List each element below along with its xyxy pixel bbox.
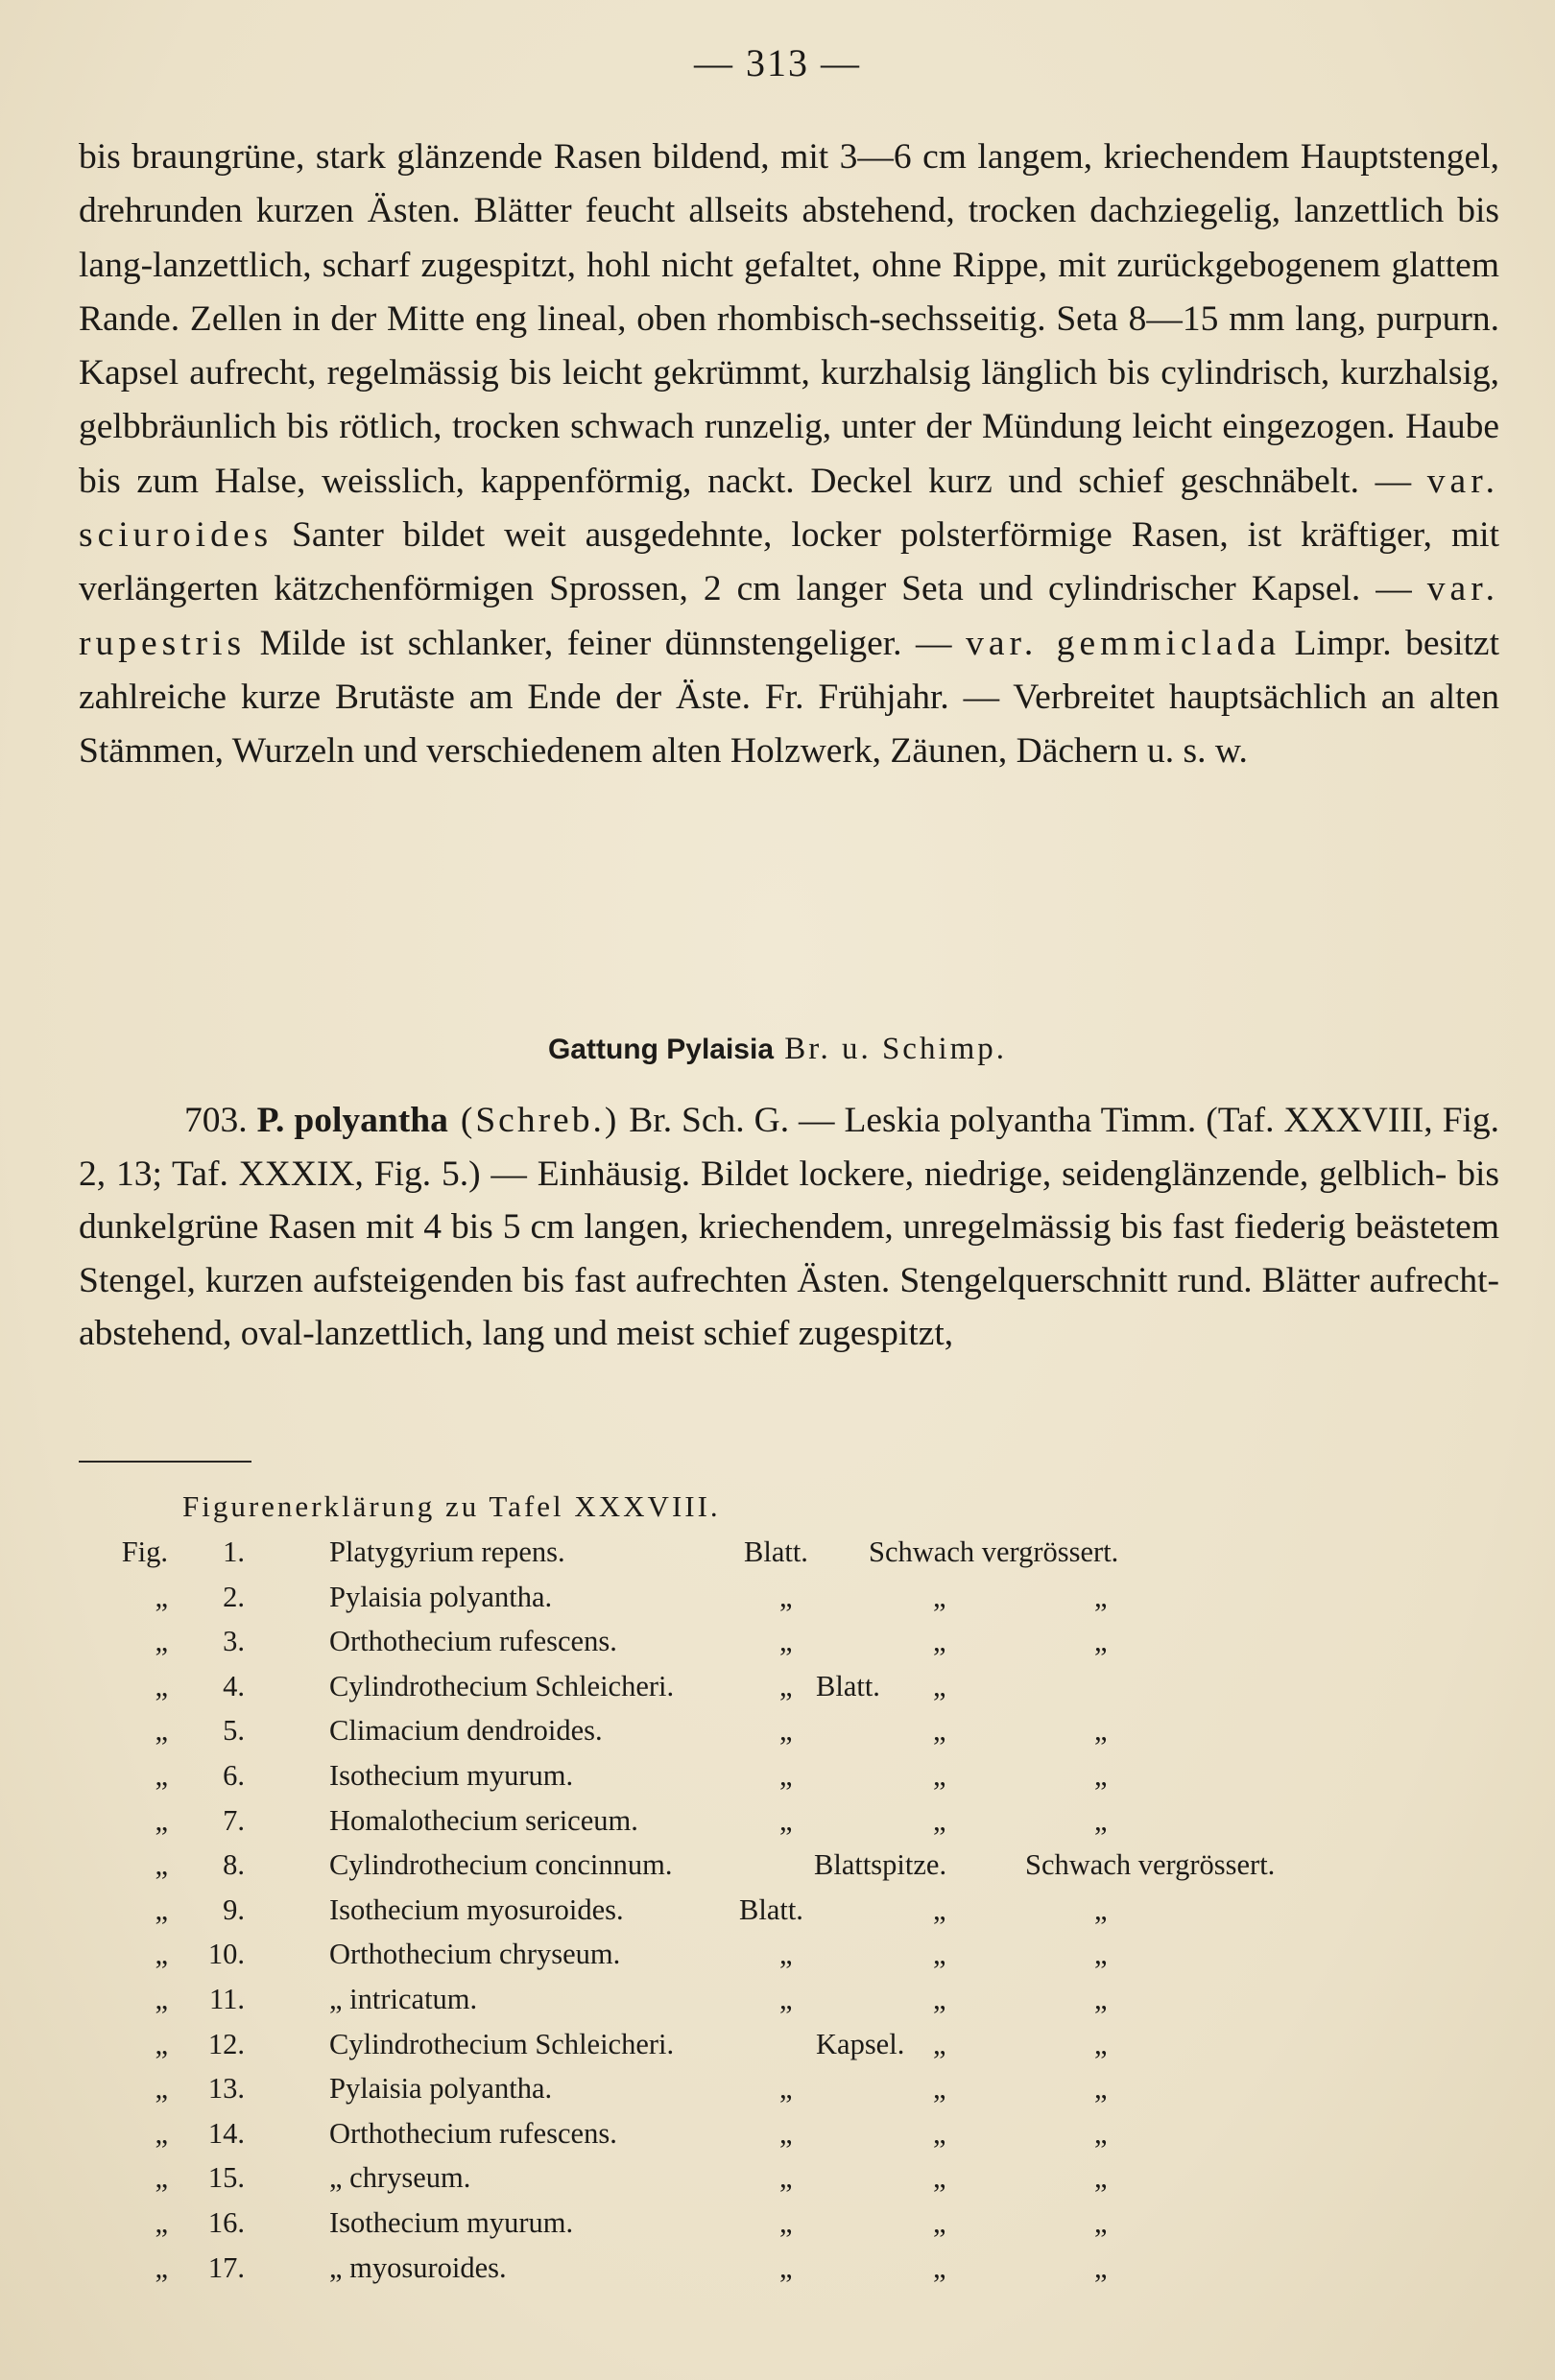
- legend-ditto-mark: „: [1094, 1580, 1108, 1613]
- legend-ditto-mark: „: [933, 1803, 946, 1837]
- legend-species-name: Platygyrium repens.: [329, 1535, 565, 1568]
- legend-ditto-mark: „: [1094, 1625, 1108, 1658]
- legend-ditto-mark: „: [779, 2250, 793, 2284]
- legend-species-name: Orthothecium rufescens.: [329, 1625, 617, 1658]
- legend-fig-prefix: „: [155, 2027, 168, 2060]
- description-text: Milde ist schlanker, feiner dünnstengeliger. —: [246, 623, 967, 663]
- legend-fig-number: 5.: [223, 1714, 245, 1748]
- legend-row: [0, 1535, 1555, 1580]
- legend-fig-number: 17.: [207, 2250, 245, 2284]
- legend-row: [0, 1670, 1555, 1714]
- legend-species-name: Cylindrothecium Schleicheri.: [329, 1669, 675, 1702]
- legend-fig-number: 4.: [223, 1669, 245, 1702]
- legend-row: [0, 2251, 1555, 2296]
- legend-ditto-mark: „: [779, 1938, 793, 1971]
- legend-ditto-mark: „: [933, 2250, 946, 2284]
- species-name: P. polyantha: [256, 1101, 448, 1140]
- legend-fig-prefix: „: [155, 2206, 168, 2239]
- species-entry: [79, 1094, 1499, 1361]
- legend-fig-number: 6.: [223, 1759, 245, 1792]
- legend-ditto-mark: „: [1094, 1759, 1108, 1792]
- legend-fig-number: 2.: [223, 1580, 245, 1613]
- legend-fig-prefix: „: [155, 1938, 168, 1971]
- legend-fig-prefix: „: [155, 1714, 168, 1748]
- legend-fig-number: 8.: [223, 1848, 245, 1882]
- legend-ditto-mark: „: [779, 1669, 793, 1702]
- legend-magnification: Schwach vergrössert.: [869, 1535, 1119, 1568]
- species-description-paragraph: [79, 131, 1499, 779]
- legend-row: [0, 1581, 1555, 1625]
- legend-ditto-mark: „: [933, 1580, 946, 1613]
- legend-ditto-mark: „: [933, 1892, 946, 1926]
- legend-species-name: Orthothecium rufescens.: [329, 2116, 617, 2150]
- legend-ditto-mark: „: [779, 1983, 793, 2015]
- legend-fig-prefix: „: [155, 1892, 168, 1926]
- legend-fig-number: 11.: [209, 1983, 245, 2015]
- legend-row: [0, 2161, 1555, 2205]
- genus-name: Gattung Pylaisia: [547, 1034, 775, 1065]
- legend-fig-prefix: „: [155, 2116, 168, 2150]
- legend-species-name: Pylaisia polyantha.: [329, 1580, 553, 1613]
- legend-ditto-mark: „: [933, 1669, 946, 1702]
- legend-row: [0, 2028, 1555, 2072]
- legend-ditto-mark: „: [1094, 1892, 1108, 1926]
- legend-row: [0, 1714, 1555, 1758]
- legend-fig-prefix: „: [155, 1669, 168, 1702]
- legend-fig-number: 7.: [223, 1803, 245, 1837]
- description-text: bis braungrüne, stark glänzende Rasen bildend, mit 3—6 cm langem, kriechendem Hauptstengel, drehrunden kurzen Ästen. Blätter feucht allseits abstehend, trocken dachziegelig, lanzettlich bis lang-lanzettlich, scharf zugespitzt, hohl nicht gefaltet, ohne Rippe, mit zurückgebogenem glattem Rande. Zellen in der Mitte eng lineal, oben rhombisch-sechsseitig. Seta 8—15 mm lang, purpurn. Kapsel aufrecht, regelmässig bis leicht gekrümmt, kurzhalsig länglich bis cylindrisch, kurzhalsig, gelbbräunlich bis rötlich, trocken schwach runzelig, unter der Mündung leicht eingezogen. Haube bis zum Halse, weisslich, kappenförmig, nackt. Deckel kurz und schief geschnäbelt. —: [79, 137, 1499, 501]
- legend-ditto-mark: „: [933, 2206, 946, 2239]
- description-text: Santer bildet weit ausgedehnte, locker polsterförmige Rasen, ist kräftiger, mit verlängerten kätzchenförmigen Sprossen, 2 cm langer Seta und cylindrischer Kapsel. —: [79, 515, 1499, 609]
- legend-ditto-mark: „: [933, 1938, 946, 1971]
- legend-fig-number: 3.: [223, 1625, 245, 1658]
- legend-species-name: „ myosuroides.: [329, 2250, 507, 2284]
- legend-row: [0, 1848, 1555, 1892]
- legend-ditto-mark: „: [1094, 1803, 1108, 1837]
- legend-ditto-mark: „: [1094, 2116, 1108, 2150]
- legend-ditto-mark: „: [933, 1759, 946, 1792]
- legend-ditto-mark: „: [779, 1803, 793, 1837]
- legend-row: [0, 1759, 1555, 1803]
- legend-ditto-mark: „: [1094, 2250, 1108, 2284]
- variety-name: var. gemmiclada: [966, 623, 1281, 663]
- legend-ditto-mark: „: [1094, 2027, 1108, 2060]
- genus-heading: [0, 1032, 1555, 1067]
- figure-legend-title: Figurenerklärung zu Tafel XXXVIII.: [182, 1489, 721, 1523]
- legend-fig-prefix: „: [155, 1803, 168, 1837]
- legend-ditto-mark: „: [933, 1714, 946, 1748]
- legend-species-name: Isothecium myosuroides.: [329, 1892, 624, 1926]
- legend-ditto-mark: „: [933, 2161, 946, 2195]
- legend-fig-prefix: „: [155, 2161, 168, 2195]
- legend-fig-prefix: „: [155, 1759, 168, 1792]
- legend-ditto-mark: „: [933, 1625, 946, 1658]
- legend-row: [0, 1983, 1555, 2027]
- legend-ditto-mark: „: [933, 2116, 946, 2150]
- legend-fig-prefix: „: [155, 1983, 168, 2015]
- legend-ditto-mark: „: [1094, 1983, 1108, 2015]
- legend-species-name: „ chryseum.: [329, 2161, 471, 2195]
- legend-ditto-mark: „: [1094, 1714, 1108, 1748]
- legend-ditto-mark: „: [779, 1714, 793, 1748]
- legend-row: [0, 1938, 1555, 1982]
- legend-fig-number: 16.: [207, 2206, 245, 2239]
- legend-ditto-mark: „: [779, 1759, 793, 1792]
- legend-fig-prefix: „: [155, 1848, 168, 1882]
- footnote-divider: [79, 1461, 251, 1463]
- species-author: (Schreb.): [447, 1101, 620, 1140]
- legend-fig-prefix: Fig.: [121, 1535, 168, 1568]
- species-text: Br. Sch. G. — Leskia polyantha Timm. (Taf. XXXVIII, Fig. 2, 13; Taf. XXXIX, Fig. 5.) — Einhäusig. Bildet lockere, niedrige, seidenglänzende, gelblich- bis dunkelgrüne Rasen mit 4 bis 5 cm langen, kriechendem, unregelmässig bis fast fiederig beästetem Stengel, kurzen aufsteigenden bis fast aufrechten Ästen. Stengelquerschnitt rund. Blätter aufrecht-abstehend, oval-lanzettlich, lang und meist schief zugespitzt,: [79, 1101, 1500, 1353]
- variety-name: var. sciuroides: [79, 461, 1499, 556]
- legend-fig-number: 9.: [223, 1892, 245, 1926]
- legend-ditto-mark: „: [933, 2072, 946, 2106]
- legend-ditto-mark: „: [1094, 2072, 1108, 2106]
- legend-species-name: Homalothecium sericeum.: [329, 1803, 638, 1837]
- legend-ditto-mark: „: [1094, 1938, 1108, 1971]
- legend-ditto-mark: „: [779, 2206, 793, 2239]
- legend-fig-prefix: „: [155, 1625, 168, 1658]
- legend-row: [0, 1625, 1555, 1669]
- legend-fig-number: 10.: [207, 1938, 245, 1971]
- legend-ditto-mark: „: [779, 1625, 793, 1658]
- legend-row: [0, 1893, 1555, 1938]
- legend-fig-number: 13.: [207, 2072, 245, 2106]
- legend-species-name: Isothecium myurum.: [329, 2206, 574, 2239]
- legend-row: [0, 1804, 1555, 1848]
- legend-species-name: Cylindrothecium concinnum.: [329, 1848, 673, 1882]
- legend-plant-part: Blatt.: [744, 1535, 808, 1568]
- page-number: — 313 —: [694, 41, 861, 84]
- legend-species-name: Pylaisia polyantha.: [329, 2072, 553, 2106]
- legend-plant-part: Blattspitze.: [814, 1848, 947, 1882]
- legend-ditto-mark: „: [779, 2116, 793, 2150]
- legend-fig-number: 12.: [207, 2027, 245, 2060]
- legend-fig-prefix: „: [155, 2072, 168, 2106]
- legend-plant-part: Blatt.: [816, 1669, 880, 1702]
- legend-fig-prefix: „: [155, 2250, 168, 2284]
- legend-plant-part: Blatt.: [739, 1892, 803, 1926]
- legend-species-name: Orthothecium chryseum.: [329, 1938, 621, 1971]
- legend-fig-number: 1.: [223, 1535, 245, 1568]
- legend-row: [0, 2072, 1555, 2116]
- legend-ditto-mark: „: [779, 2161, 793, 2195]
- legend-species-name: Isothecium myurum.: [329, 1759, 574, 1792]
- legend-species-name: Cylindrothecium Schleicheri.: [329, 2027, 675, 2060]
- legend-fig-prefix: „: [155, 1580, 168, 1613]
- legend-ditto-mark: „: [1094, 2161, 1108, 2195]
- legend-row: [0, 2117, 1555, 2161]
- legend-species-name: Climacium dendroides.: [329, 1714, 603, 1748]
- legend-ditto-mark: „: [1094, 2206, 1108, 2239]
- legend-species-name: „ intricatum.: [329, 1983, 478, 2015]
- variety-name: var. rupestris: [79, 569, 1499, 663]
- legend-fig-number: 14.: [207, 2116, 245, 2150]
- description-text: Limpr. besitzt zahlreiche kurze Brutäste am Ende der Äste. Fr. Frühjahr. — Verbreitet hauptsächlich an alten Stämmen, Wurzeln und verschiedenem alten Holzwerk, Zäunen, Dächern u. s. w.: [79, 623, 1499, 772]
- legend-ditto-mark: „: [779, 1580, 793, 1613]
- legend-ditto-mark: „: [933, 2027, 946, 2060]
- legend-ditto-mark: „: [933, 1983, 946, 2015]
- legend-ditto-mark: „: [779, 2072, 793, 2106]
- legend-magnification: Schwach vergrössert.: [1025, 1848, 1276, 1882]
- legend-row: [0, 2206, 1555, 2250]
- genus-authors: Br. u. Schimp.: [774, 1032, 1008, 1066]
- legend-fig-number: 15.: [207, 2161, 245, 2195]
- species-number: 703.: [184, 1101, 257, 1140]
- legend-plant-part: Kapsel.: [816, 2027, 905, 2060]
